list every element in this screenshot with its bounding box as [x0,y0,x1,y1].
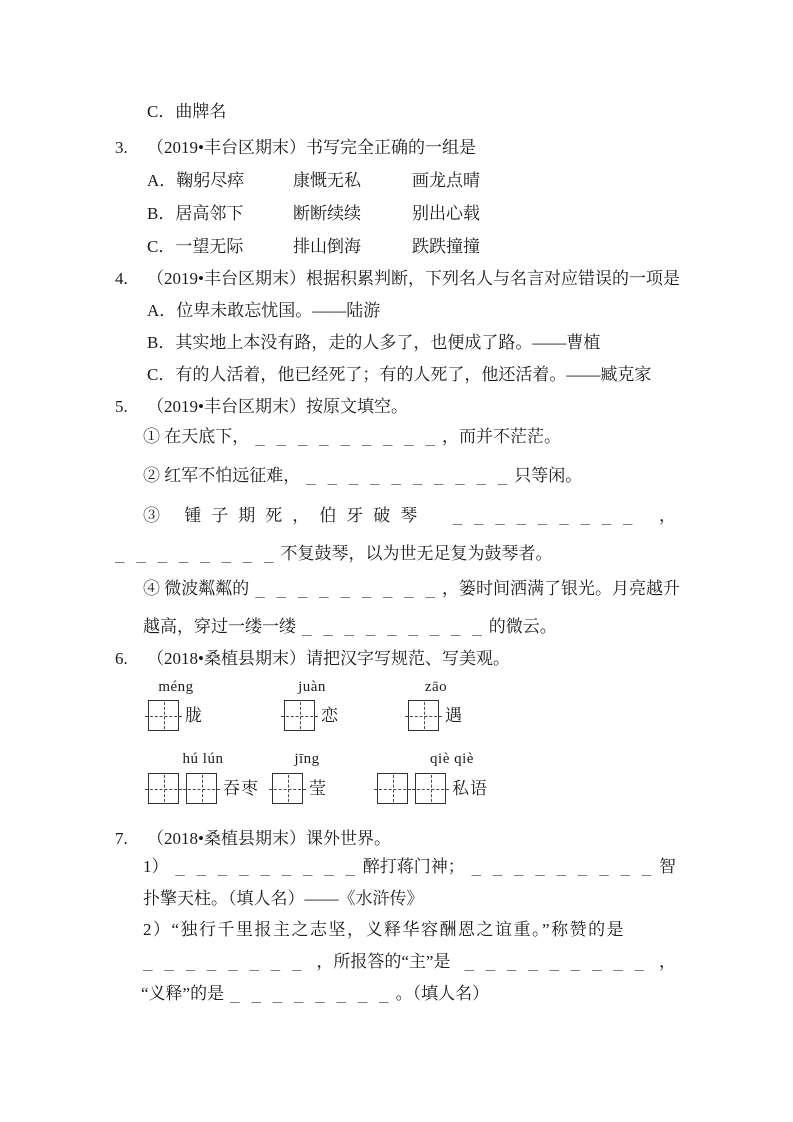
q5-item-2 [143,465,582,487]
question-5-head [115,396,408,418]
pinyin-label: zāo [424,679,448,695]
q7-line-3 [143,919,625,941]
q3-option-b [147,203,480,225]
question-source: （2018•桑植县期末） [147,829,306,848]
fill-item-text: 只等闲。 [514,466,583,485]
fill-blank: _ _ _ _ _ _ _ _ _ [175,857,356,876]
fill-item-text: 2）“独行千里报主之志坚，义释华容酬恩之谊重。”称赞的是 [143,920,626,939]
grid-group [148,700,203,731]
tian-grid-box [148,773,179,804]
option-text: 位卑未敢忘忧国。——陆游 [176,301,381,320]
option-word: 鞠躬尽瘁 [176,171,245,190]
option-word: 排山倒海 [293,237,361,256]
fill-item-text: “义释”的是 [141,984,225,1003]
q5-item-3-line-2 [115,543,553,565]
fill-blank: _ _ _ _ _ _ _ _ [143,952,303,971]
q7-line-1 [143,856,676,878]
q6-row2-pinyin [0,748,793,768]
fill-item-text: ，篓时间洒满了银光。月亮越升 [442,579,681,598]
fill-item-text: ，所报答的“主”是 [316,952,451,971]
fill-blank: _ _ _ _ _ _ _ _ _ [452,506,634,525]
fill-blank: _ _ _ _ _ _ _ _ _ [471,857,653,876]
grid-group [377,773,488,804]
option-label: C． [147,365,176,384]
option-word: 别出心载 [412,204,480,223]
question-number: 5. [115,397,128,416]
pinyin-label: jīng [294,751,320,767]
q7-line-5 [141,983,489,1005]
grid-chars: 吞枣 [223,778,259,798]
grid-chars: 私语 [452,778,488,798]
option-label: A． [147,171,177,190]
option-label: C． [147,102,176,121]
fill-item-text: ① 在天底下， [143,427,250,446]
q5-item-4-line-2 [143,616,557,638]
q5-item-4-line-1 [143,578,680,600]
option-word: 跌跌撞撞 [412,237,480,256]
option-text: 有的人活着，他已经死了；有的人死了，他还活着。——臧克家 [175,365,652,384]
grid-group [148,773,259,804]
option-word: 画龙点晴 [412,171,480,190]
question-source: （2019•丰台区期末） [147,269,306,288]
fill-blank: _ _ _ _ _ _ _ _ [230,984,390,1003]
question-source: （2019•丰台区期末） [147,138,306,157]
fill-item-text: 1） [143,857,169,876]
question-stem: 按原文填空。 [305,397,408,416]
question-3-head [115,137,476,159]
q4-option-a [147,300,380,322]
q4-option-b [147,332,600,354]
tian-grid-box [186,773,217,804]
pinyin-label: qiè qiè [430,751,474,767]
grid-group [272,773,327,804]
q5-item-1 [143,426,561,448]
fill-item-text: ， [658,952,676,971]
grid-group [408,700,463,731]
tian-grid-box [408,700,439,731]
fill-item-text: ， [658,506,676,525]
option-label: B． [147,204,176,223]
question-source: （2018•桑植县期末） [147,649,306,668]
fill-item-text: 智 [658,857,676,876]
question-number: 4. [115,269,128,288]
tian-grid-box [148,700,179,731]
fill-blank: _ _ _ _ _ _ _ _ _ [255,579,437,598]
tian-grid-box [284,700,315,731]
question-4-head [115,268,680,290]
fill-blank: _ _ _ _ _ _ _ _ [115,544,275,563]
q7-line-2 [143,888,424,910]
fill-item-text: 的微云。 [488,617,557,636]
fill-blank: _ _ _ _ _ _ _ _ _ _ [306,466,509,485]
option-label: B． [147,333,176,352]
option-label: C． [147,237,176,256]
q4-option-c [147,364,651,386]
q6-row1-boxes [0,700,793,734]
option-text: 其实地上本没有路，走的人多了，也便成了路。——曹植 [175,333,601,352]
fill-item-text: ，而并不茫茫。 [442,427,562,446]
grid-group [284,700,339,731]
question-7-head [115,828,391,850]
option-word: 康慨无私 [293,171,361,190]
tian-grid-box [415,773,446,804]
grid-chars: 恋 [321,705,339,725]
option-word: 一望无际 [175,237,244,256]
option-word: 居高邻下 [175,204,244,223]
q6-row2-boxes [0,773,793,807]
fill-blank: _ _ _ _ _ _ _ _ _ [302,617,483,636]
carryover-option-line [147,101,226,123]
question-stem: 课外世界。 [305,829,391,848]
grid-chars: 莹 [309,778,327,798]
q6-row1-pinyin [0,676,793,696]
fill-item-text: 。（填人名） [395,984,490,1003]
fill-blank: _ _ _ _ _ _ _ _ _ [255,427,437,446]
fill-item-text: 醉打蒋门神； [362,857,465,876]
grid-chars: 胧 [185,705,203,725]
tian-grid-box [272,773,303,804]
fill-item-text: ④ 微波粼粼的 [143,579,250,598]
question-number: 3. [115,138,128,157]
question-source: （2019•丰台区期末） [147,397,306,416]
fill-item-text: 越高，穿过一缕一缕 [143,617,296,636]
question-number: 7. [115,829,128,848]
fill-item-text: 扑擎天柱。（填人名）——《水浒传》 [143,889,424,908]
question-stem: 根据积累判断，下列名人与名言对应错误的一项是 [305,269,680,288]
q3-option-c [147,236,480,258]
option-label: A． [147,301,177,320]
question-stem: 书写完全正确的一组是 [305,138,476,157]
fill-blank: _ _ _ _ _ _ _ _ _ [464,952,646,971]
tian-grid-box [377,773,408,804]
pinyin-label: hú lún [182,751,224,767]
q7-line-4 [143,951,676,973]
pinyin-label: juàn [298,679,326,695]
question-number: 6. [115,649,128,668]
question-6-head [115,648,510,670]
question-stem: 请把汉字写规范、写美观。 [305,649,510,668]
option-text: 曲牌名 [175,102,227,121]
fill-item-text: ② 红军不怕远征难， [143,466,301,485]
q3-option-a [147,170,480,192]
grid-chars: 遇 [445,705,463,725]
q5-item-3-line-1 [143,505,676,527]
fill-item-text: ③ 锺子期死，伯牙破琴 [143,506,428,525]
fill-item-text: 不复鼓琴，以为世无足复为鼓琴者。 [280,544,553,563]
option-word: 断断续续 [293,204,361,223]
pinyin-label: méng [158,679,194,695]
